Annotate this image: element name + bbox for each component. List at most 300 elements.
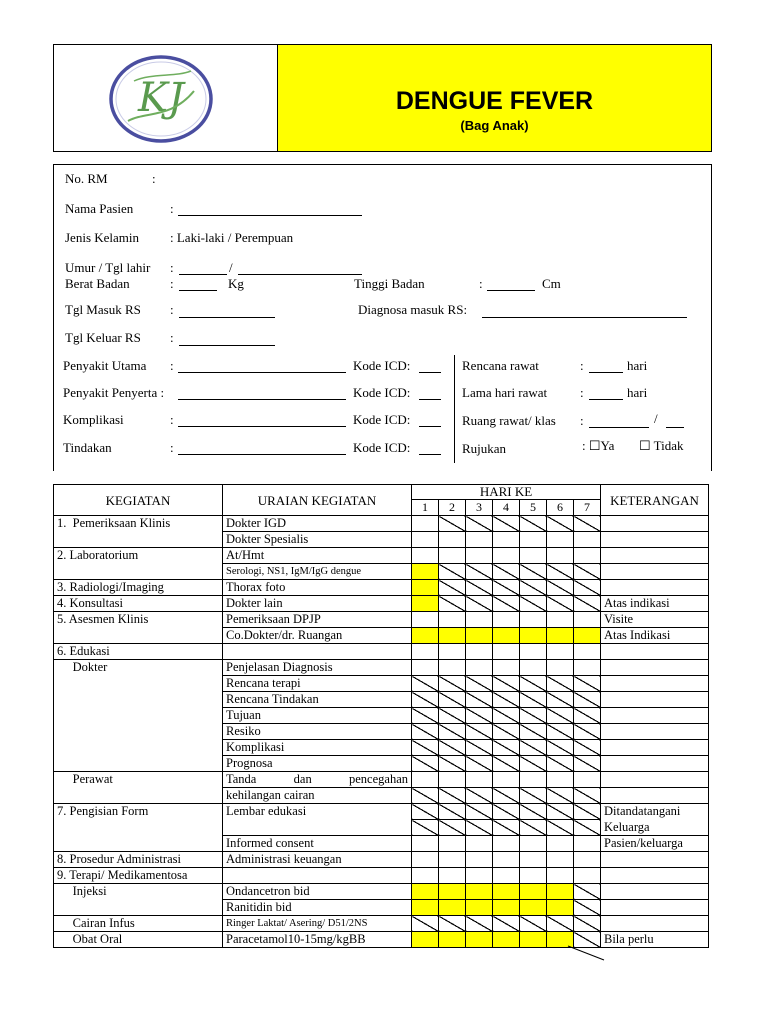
day-2-check[interactable] bbox=[439, 868, 466, 884]
day-6-check[interactable] bbox=[547, 820, 574, 836]
day-3-check[interactable] bbox=[466, 516, 493, 532]
day-2-check[interactable] bbox=[439, 516, 466, 532]
day-4-check[interactable] bbox=[493, 932, 520, 948]
day-7-check[interactable] bbox=[574, 884, 601, 900]
table-row bbox=[54, 644, 709, 660]
day-6-check[interactable] bbox=[547, 756, 574, 772]
row-keterangan bbox=[601, 516, 709, 532]
umur-field[interactable] bbox=[179, 274, 227, 275]
diagnosa-label: Diagnosa masuk RS: bbox=[358, 302, 468, 317]
nama-field[interactable] bbox=[178, 215, 362, 216]
row-uraian: Rencana Tindakan bbox=[223, 692, 412, 708]
day-5-check[interactable] bbox=[520, 932, 547, 948]
rencana-rawat-field[interactable] bbox=[589, 372, 623, 373]
row-uraian-text: Tanda dan pencegahan bbox=[226, 772, 408, 786]
day-7-check[interactable] bbox=[574, 788, 601, 804]
row-kegiatan: 3. Radiologi/Imaging bbox=[54, 580, 223, 596]
row-keterangan: Visite bbox=[601, 612, 709, 628]
tinggi-colon: : bbox=[479, 276, 483, 291]
day-6-check[interactable] bbox=[547, 596, 574, 612]
day-2-check[interactable] bbox=[439, 804, 466, 820]
day-3-check[interactable] bbox=[466, 900, 493, 916]
row-kegiatan bbox=[54, 900, 223, 916]
komplikasi-label: Komplikasi bbox=[63, 412, 124, 427]
table-row bbox=[54, 820, 709, 836]
day-3-check[interactable] bbox=[466, 884, 493, 900]
day-1-check[interactable] bbox=[412, 900, 439, 916]
day-1-check[interactable] bbox=[412, 884, 439, 900]
day-3-check[interactable] bbox=[466, 788, 493, 804]
table-row bbox=[54, 692, 709, 708]
day-2-check[interactable] bbox=[439, 612, 466, 628]
day-7-check[interactable] bbox=[574, 708, 601, 724]
day-5-check[interactable] bbox=[520, 548, 547, 564]
day-7-check[interactable] bbox=[574, 676, 601, 692]
day-4-check[interactable] bbox=[493, 740, 520, 756]
day-number-7: 7 bbox=[574, 500, 601, 516]
day-2-check[interactable] bbox=[439, 628, 466, 644]
day-4-check[interactable] bbox=[493, 868, 520, 884]
clinical-pathway-table bbox=[53, 484, 709, 948]
day-6-check[interactable] bbox=[547, 916, 574, 932]
row-kegiatan bbox=[54, 740, 223, 756]
day-1-check[interactable] bbox=[412, 772, 439, 788]
row-kegiatan: Injeksi bbox=[54, 884, 223, 900]
day-5-check[interactable] bbox=[520, 532, 547, 548]
day-5-check[interactable] bbox=[520, 804, 547, 820]
kelas-field[interactable] bbox=[666, 427, 684, 428]
table-row bbox=[54, 804, 709, 820]
berat-field[interactable] bbox=[179, 290, 217, 291]
day-2-check[interactable] bbox=[439, 724, 466, 740]
day-6-check[interactable] bbox=[547, 628, 574, 644]
day-7-check[interactable] bbox=[574, 852, 601, 868]
day-4-check[interactable] bbox=[493, 820, 520, 836]
tinggi-field[interactable] bbox=[487, 290, 535, 291]
day-7-check[interactable] bbox=[574, 628, 601, 644]
penyakit-penyerta-icd-label: Kode ICD: bbox=[353, 385, 411, 400]
row-uraian: Pemeriksaan DPJP bbox=[223, 612, 412, 628]
day-3-check[interactable] bbox=[466, 628, 493, 644]
day-4-check[interactable] bbox=[493, 916, 520, 932]
day-3-check[interactable] bbox=[466, 692, 493, 708]
day-3-check[interactable] bbox=[466, 740, 493, 756]
day-1-check[interactable] bbox=[412, 804, 439, 820]
komplikasi-icd-field[interactable] bbox=[419, 426, 441, 427]
tinggi-label: Tinggi Badan bbox=[354, 276, 425, 291]
day-4-check[interactable] bbox=[493, 724, 520, 740]
day-1-check[interactable] bbox=[412, 756, 439, 772]
table-row bbox=[54, 660, 709, 676]
day-7-check[interactable] bbox=[574, 740, 601, 756]
row-keterangan bbox=[601, 676, 709, 692]
day-3-check[interactable] bbox=[466, 548, 493, 564]
penyakit-utama-icd-field[interactable] bbox=[419, 372, 441, 373]
day-6-check[interactable] bbox=[547, 868, 574, 884]
day-6-check[interactable] bbox=[547, 852, 574, 868]
day-3-check[interactable] bbox=[466, 756, 493, 772]
rujukan-ya-checkbox[interactable]: : ☐Ya bbox=[582, 438, 615, 453]
day-5-check[interactable] bbox=[520, 628, 547, 644]
day-2-check[interactable] bbox=[439, 708, 466, 724]
day-3-check[interactable] bbox=[466, 676, 493, 692]
day-4-check[interactable] bbox=[493, 660, 520, 676]
row-uraian: Rencana terapi bbox=[223, 676, 412, 692]
tindakan-icd-field[interactable] bbox=[419, 454, 441, 455]
penyakit-utama-field[interactable] bbox=[178, 372, 346, 373]
day-6-check[interactable] bbox=[547, 580, 574, 596]
day-3-check[interactable] bbox=[466, 804, 493, 820]
day-7-check[interactable] bbox=[574, 596, 601, 612]
day-4-check[interactable] bbox=[493, 900, 520, 916]
day-6-check[interactable] bbox=[547, 740, 574, 756]
day-1-check[interactable] bbox=[412, 564, 439, 580]
row-keterangan bbox=[601, 708, 709, 724]
day-3-check[interactable] bbox=[466, 612, 493, 628]
day-2-check[interactable] bbox=[439, 788, 466, 804]
day-1-check[interactable] bbox=[412, 820, 439, 836]
day-2-check[interactable] bbox=[439, 820, 466, 836]
penyakit-utama-icd-label: Kode ICD: bbox=[353, 358, 411, 373]
day-4-check[interactable] bbox=[493, 692, 520, 708]
day-4-check[interactable] bbox=[493, 852, 520, 868]
day-3-check[interactable] bbox=[466, 772, 493, 788]
day-2-check[interactable] bbox=[439, 740, 466, 756]
day-5-check[interactable] bbox=[520, 772, 547, 788]
day-5-check[interactable] bbox=[520, 692, 547, 708]
day-2-check[interactable] bbox=[439, 932, 466, 948]
day-5-check[interactable] bbox=[520, 580, 547, 596]
form-title: DENGUE FEVER bbox=[395, 87, 594, 115]
day-1-check[interactable] bbox=[412, 596, 439, 612]
day-2-check[interactable] bbox=[439, 916, 466, 932]
row-uraian: Lembar edukasi bbox=[223, 804, 412, 820]
day-2-check[interactable] bbox=[439, 756, 466, 772]
row-keterangan: Pasien/keluarga bbox=[601, 836, 709, 852]
day-6-check[interactable] bbox=[547, 772, 574, 788]
rujukan-tidak-checkbox[interactable]: ☐ Tidak bbox=[639, 438, 684, 453]
day-3-check[interactable] bbox=[466, 532, 493, 548]
tindakan-icd-label: Kode ICD: bbox=[353, 440, 411, 455]
row-kegiatan bbox=[54, 724, 223, 740]
day-7-check[interactable] bbox=[574, 612, 601, 628]
day-7-check[interactable] bbox=[574, 820, 601, 836]
row-keterangan: Ditandatangani bbox=[601, 804, 709, 820]
row-uraian: Ringer Laktat/ Asering/ D51/2NS bbox=[223, 916, 412, 932]
day-2-check[interactable] bbox=[439, 580, 466, 596]
berat-unit: Kg bbox=[228, 276, 244, 291]
day-5-check[interactable] bbox=[520, 756, 547, 772]
day-7-check[interactable] bbox=[574, 548, 601, 564]
day-7-check[interactable] bbox=[574, 836, 601, 852]
day-2-check[interactable] bbox=[439, 532, 466, 548]
day-3-check[interactable] bbox=[466, 932, 493, 948]
row-kegiatan: 2. Laboratorium bbox=[54, 548, 223, 564]
row-uraian: Ranitidin bid bbox=[223, 900, 412, 916]
lama-hari-field[interactable] bbox=[589, 399, 623, 400]
col-kegiatan-header: KEGIATAN bbox=[54, 485, 223, 516]
table-row bbox=[54, 740, 709, 756]
table-row bbox=[54, 724, 709, 740]
day-1-check[interactable] bbox=[412, 740, 439, 756]
day-5-check[interactable] bbox=[520, 644, 547, 660]
day-2-check[interactable] bbox=[439, 564, 466, 580]
day-number-6: 6 bbox=[547, 500, 574, 516]
tgl-lahir-field[interactable] bbox=[238, 274, 362, 275]
row-uraian: Informed consent bbox=[223, 836, 412, 852]
umur-label: Umur / Tgl lahir bbox=[65, 260, 151, 275]
day-2-check[interactable] bbox=[439, 644, 466, 660]
row-keterangan bbox=[601, 868, 709, 884]
day-1-check[interactable] bbox=[412, 868, 439, 884]
table-row bbox=[54, 564, 709, 580]
row-keterangan bbox=[601, 884, 709, 900]
penyakit-penyerta-icd-field[interactable] bbox=[419, 399, 441, 400]
day-number-4: 4 bbox=[493, 500, 520, 516]
day-7-check[interactable] bbox=[574, 660, 601, 676]
jenis-kelamin-value: : Laki-laki / Perempuan bbox=[170, 230, 294, 245]
day-2-check[interactable] bbox=[439, 772, 466, 788]
ruang-rawat-field[interactable] bbox=[589, 427, 649, 428]
day-5-check[interactable] bbox=[520, 868, 547, 884]
table-row bbox=[54, 580, 709, 596]
day-3-check[interactable] bbox=[466, 580, 493, 596]
day-1-check[interactable] bbox=[412, 580, 439, 596]
day-5-check[interactable] bbox=[520, 564, 547, 580]
day-4-check[interactable] bbox=[493, 548, 520, 564]
day-2-check[interactable] bbox=[439, 548, 466, 564]
day-6-check[interactable] bbox=[547, 788, 574, 804]
day-5-check[interactable] bbox=[520, 788, 547, 804]
day-4-check[interactable] bbox=[493, 532, 520, 548]
day-2-check[interactable] bbox=[439, 852, 466, 868]
day-2-check[interactable] bbox=[439, 692, 466, 708]
day-5-check[interactable] bbox=[520, 740, 547, 756]
day-3-check[interactable] bbox=[466, 820, 493, 836]
row-kegiatan bbox=[54, 676, 223, 692]
day-4-check[interactable] bbox=[493, 756, 520, 772]
table-row bbox=[54, 852, 709, 868]
day-3-check[interactable] bbox=[466, 868, 493, 884]
day-5-check[interactable] bbox=[520, 516, 547, 532]
row-uraian: Dokter lain bbox=[223, 596, 412, 612]
row-kegiatan: 6. Edukasi bbox=[54, 644, 223, 660]
day-7-check[interactable] bbox=[574, 692, 601, 708]
day-4-check[interactable] bbox=[493, 596, 520, 612]
day-4-check[interactable] bbox=[493, 628, 520, 644]
row-uraian: Paracetamol10-15mg/kgBB bbox=[223, 932, 412, 948]
day-4-check[interactable] bbox=[493, 804, 520, 820]
day-3-check[interactable] bbox=[466, 852, 493, 868]
day-6-check[interactable] bbox=[547, 836, 574, 852]
day-4-check[interactable] bbox=[493, 836, 520, 852]
penyakit-penyerta-field[interactable] bbox=[178, 399, 346, 400]
day-1-check[interactable] bbox=[412, 628, 439, 644]
day-5-check[interactable] bbox=[520, 852, 547, 868]
row-keterangan: Bila perlu bbox=[601, 932, 709, 948]
day-1-check[interactable] bbox=[412, 644, 439, 660]
day-6-check[interactable] bbox=[547, 884, 574, 900]
day-3-check[interactable] bbox=[466, 660, 493, 676]
day-1-check[interactable] bbox=[412, 612, 439, 628]
diagnosa-field[interactable] bbox=[482, 317, 687, 318]
pathway-rows bbox=[54, 516, 709, 948]
day-1-check[interactable] bbox=[412, 516, 439, 532]
row-kegiatan bbox=[54, 692, 223, 708]
day-4-check[interactable] bbox=[493, 772, 520, 788]
day-6-check[interactable] bbox=[547, 692, 574, 708]
svg-text:KJ: KJ bbox=[138, 75, 184, 121]
day-3-check[interactable] bbox=[466, 916, 493, 932]
komplikasi-field[interactable] bbox=[178, 426, 346, 427]
day-5-check[interactable] bbox=[520, 900, 547, 916]
row-uraian: At/Hmt bbox=[223, 548, 412, 564]
day-1-check[interactable] bbox=[412, 724, 439, 740]
day-5-check[interactable] bbox=[520, 708, 547, 724]
trailing-diagonal-mark bbox=[568, 946, 608, 976]
day-1-check[interactable] bbox=[412, 932, 439, 948]
day-6-check[interactable] bbox=[547, 532, 574, 548]
day-6-check[interactable] bbox=[547, 708, 574, 724]
day-7-check[interactable] bbox=[574, 868, 601, 884]
table-row bbox=[54, 708, 709, 724]
row-kegiatan bbox=[54, 532, 223, 548]
day-6-check[interactable] bbox=[547, 516, 574, 532]
umur-colon: : bbox=[170, 260, 174, 275]
day-6-check[interactable] bbox=[547, 804, 574, 820]
day-4-check[interactable] bbox=[493, 644, 520, 660]
day-6-check[interactable] bbox=[547, 660, 574, 676]
row-uraian: Co.Dokter/dr. Ruangan bbox=[223, 628, 412, 644]
tgl-keluar-label: Tgl Keluar RS bbox=[65, 330, 141, 345]
day-6-check[interactable] bbox=[547, 612, 574, 628]
day-1-check[interactable] bbox=[412, 788, 439, 804]
table-row bbox=[54, 628, 709, 644]
day-4-check[interactable] bbox=[493, 516, 520, 532]
day-6-check[interactable] bbox=[547, 644, 574, 660]
row-keterangan bbox=[601, 724, 709, 740]
day-7-check[interactable] bbox=[574, 564, 601, 580]
day-6-check[interactable] bbox=[547, 900, 574, 916]
day-5-check[interactable] bbox=[520, 660, 547, 676]
day-2-check[interactable] bbox=[439, 596, 466, 612]
day-5-check[interactable] bbox=[520, 820, 547, 836]
day-7-check[interactable] bbox=[574, 916, 601, 932]
table-row bbox=[54, 868, 709, 884]
day-1-check[interactable] bbox=[412, 548, 439, 564]
day-1-check[interactable] bbox=[412, 692, 439, 708]
day-7-check[interactable] bbox=[574, 644, 601, 660]
day-2-check[interactable] bbox=[439, 660, 466, 676]
table-row bbox=[54, 836, 709, 852]
row-uraian: Administrasi keuangan bbox=[223, 852, 412, 868]
day-6-check[interactable] bbox=[547, 724, 574, 740]
day-2-check[interactable] bbox=[439, 900, 466, 916]
table-row bbox=[54, 884, 709, 900]
day-4-check[interactable] bbox=[493, 612, 520, 628]
day-1-check[interactable] bbox=[412, 836, 439, 852]
ruang-rawat-colon: : bbox=[580, 413, 584, 428]
day-3-check[interactable] bbox=[466, 724, 493, 740]
row-keterangan bbox=[601, 852, 709, 868]
day-3-check[interactable] bbox=[466, 564, 493, 580]
day-5-check[interactable] bbox=[520, 884, 547, 900]
day-7-check[interactable] bbox=[574, 532, 601, 548]
day-7-check[interactable] bbox=[574, 580, 601, 596]
day-3-check[interactable] bbox=[466, 644, 493, 660]
day-1-check[interactable] bbox=[412, 916, 439, 932]
day-7-check[interactable] bbox=[574, 772, 601, 788]
row-uraian: Resiko bbox=[223, 724, 412, 740]
day-2-check[interactable] bbox=[439, 676, 466, 692]
day-5-check[interactable] bbox=[520, 612, 547, 628]
day-3-check[interactable] bbox=[466, 596, 493, 612]
day-5-check[interactable] bbox=[520, 916, 547, 932]
day-7-check[interactable] bbox=[574, 804, 601, 820]
col-hari-header: HARI KE bbox=[412, 485, 601, 500]
day-5-check[interactable] bbox=[520, 836, 547, 852]
ruang-rawat-slash: / bbox=[654, 411, 658, 426]
rujukan-label: Rujukan bbox=[462, 441, 507, 456]
day-7-check[interactable] bbox=[574, 516, 601, 532]
day-4-check[interactable] bbox=[493, 884, 520, 900]
tgl-keluar-field[interactable] bbox=[179, 345, 275, 346]
table-row bbox=[54, 788, 709, 804]
row-kegiatan: Obat Oral bbox=[54, 932, 223, 948]
day-4-check[interactable] bbox=[493, 564, 520, 580]
day-5-check[interactable] bbox=[520, 676, 547, 692]
form-subtitle: (Bag Anak) bbox=[460, 118, 529, 133]
row-kegiatan: 7. Pengisian Form bbox=[54, 804, 223, 820]
day-7-check[interactable] bbox=[574, 724, 601, 740]
rencana-rawat-label: Rencana rawat bbox=[462, 358, 539, 373]
table-row bbox=[54, 916, 709, 932]
day-3-check[interactable] bbox=[466, 836, 493, 852]
day-6-check[interactable] bbox=[547, 548, 574, 564]
patient-info-box bbox=[53, 164, 712, 471]
day-6-check[interactable] bbox=[547, 676, 574, 692]
day-1-check[interactable] bbox=[412, 532, 439, 548]
row-keterangan: Keluarga bbox=[601, 820, 709, 836]
col-uraian-header: URAIAN KEGIATAN bbox=[223, 485, 412, 516]
day-2-check[interactable] bbox=[439, 836, 466, 852]
row-keterangan bbox=[601, 756, 709, 772]
day-1-check[interactable] bbox=[412, 852, 439, 868]
day-5-check[interactable] bbox=[520, 724, 547, 740]
day-4-check[interactable] bbox=[493, 708, 520, 724]
pathway-grid bbox=[53, 484, 709, 948]
day-6-check[interactable] bbox=[547, 564, 574, 580]
tgl-masuk-field[interactable] bbox=[179, 317, 275, 318]
day-4-check[interactable] bbox=[493, 788, 520, 804]
day-4-check[interactable] bbox=[493, 676, 520, 692]
day-7-check[interactable] bbox=[574, 756, 601, 772]
row-keterangan bbox=[601, 644, 709, 660]
tindakan-field[interactable] bbox=[178, 454, 346, 455]
day-1-check[interactable] bbox=[412, 660, 439, 676]
day-1-check[interactable] bbox=[412, 676, 439, 692]
tgl-keluar-colon: : bbox=[170, 330, 174, 345]
day-3-check[interactable] bbox=[466, 708, 493, 724]
day-5-check[interactable] bbox=[520, 596, 547, 612]
row-kegiatan: Perawat bbox=[54, 772, 223, 788]
logo-cell bbox=[54, 45, 278, 151]
row-kegiatan bbox=[54, 564, 223, 580]
day-1-check[interactable] bbox=[412, 708, 439, 724]
day-2-check[interactable] bbox=[439, 884, 466, 900]
day-7-check[interactable] bbox=[574, 900, 601, 916]
day-4-check[interactable] bbox=[493, 580, 520, 596]
